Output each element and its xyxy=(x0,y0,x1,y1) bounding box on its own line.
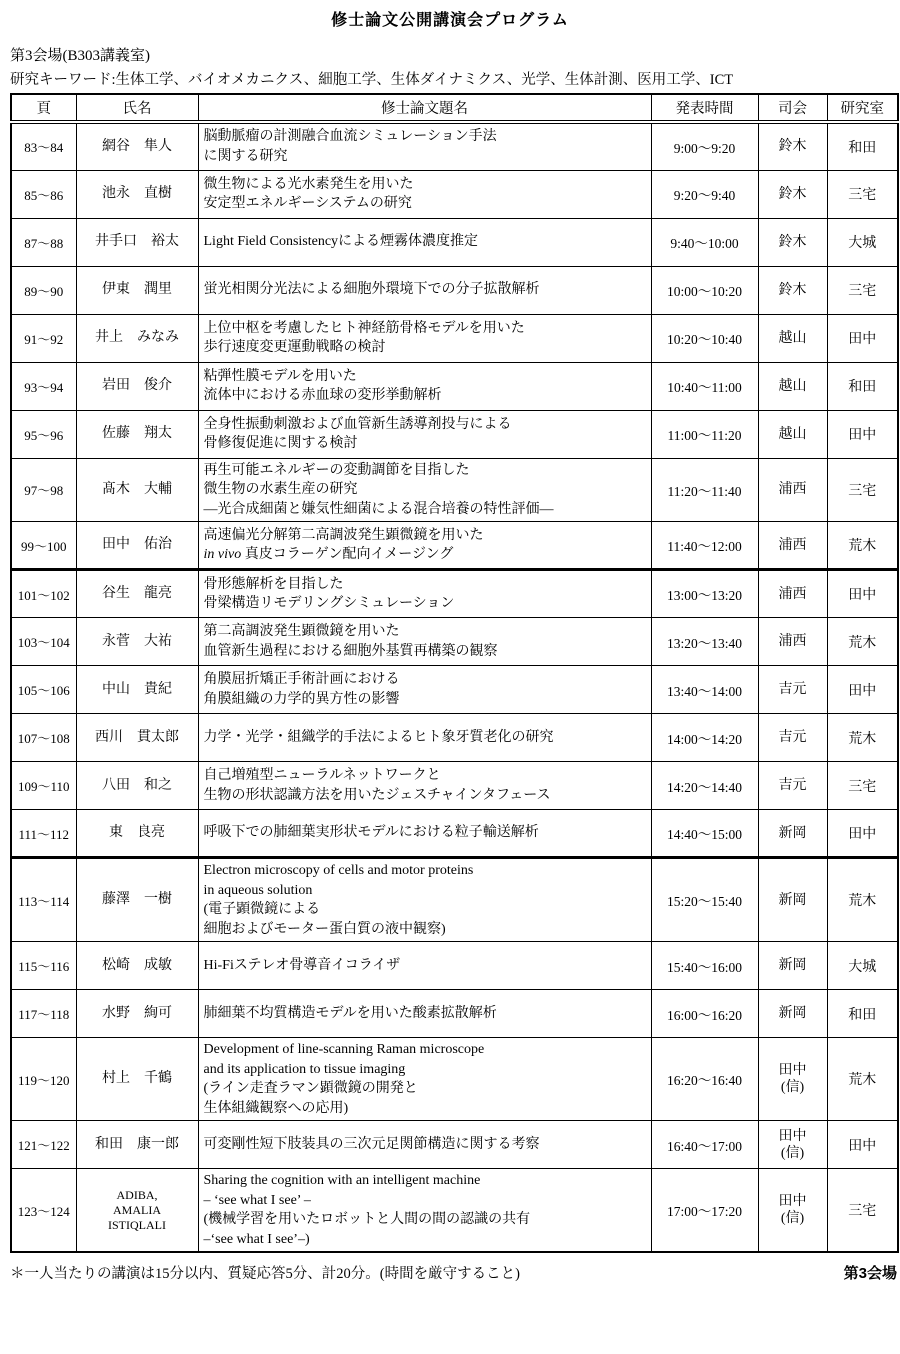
thesis-title-segment: Electron microscopy of cells and motor proteins xyxy=(203,863,474,878)
presentation-time-cell: 15:40〜16:00 xyxy=(651,942,758,990)
thesis-title-segment: Hi-Fiステレオ骨導音イコライザ xyxy=(203,957,401,973)
chair-line: 新岡 xyxy=(778,825,807,841)
pages-cell: 83〜84 xyxy=(11,122,76,170)
thesis-title-segment: 角膜組織の力学的異方性の影響 xyxy=(203,691,400,707)
thesis-title-cell xyxy=(198,666,651,714)
presenter-name-cell xyxy=(76,122,198,170)
thesis-title-segment: 歩行速度変更運動戦略の検討 xyxy=(203,340,386,355)
lab-cell: 三宅 xyxy=(827,266,898,314)
lab-cell: 田中 xyxy=(827,570,898,618)
presenter-name-line: 藤澤 一樹 xyxy=(102,892,172,907)
pages-cell: 109〜110 xyxy=(11,762,76,810)
presenter-name-line: 井手口 裕太 xyxy=(95,234,179,249)
presenter-name-cell xyxy=(76,362,198,410)
thesis-title-line xyxy=(204,1004,646,1024)
presentation-time-cell: 14:40〜15:00 xyxy=(651,810,758,858)
pages-cell: 99〜100 xyxy=(11,522,76,570)
header-cell-lab: 研究室 xyxy=(827,94,898,122)
presenter-name-cell xyxy=(76,762,198,810)
pages-cell: 101〜102 xyxy=(11,570,76,618)
table-row xyxy=(11,942,898,990)
chair-line: 田中 xyxy=(778,1063,807,1078)
thesis-title-line xyxy=(204,280,646,300)
chair-cell xyxy=(758,810,827,858)
thesis-title-line xyxy=(204,386,646,406)
chair-line: 吉元 xyxy=(778,778,807,793)
thesis-title-line xyxy=(204,500,646,520)
chair-cell xyxy=(758,714,827,762)
thesis-title-segment: 骨修復促進に関する検討 xyxy=(203,436,358,451)
presentation-time-cell: 11:00〜11:20 xyxy=(651,410,758,458)
chair-line: (信) xyxy=(780,1211,805,1226)
thesis-title-segment: –‘see what I see’–) xyxy=(203,1231,310,1247)
presentation-time-cell: 15:20〜15:40 xyxy=(651,858,758,942)
thesis-title-cell xyxy=(198,1038,651,1121)
header-cell-pages: 頁 xyxy=(11,94,76,122)
presentation-time-cell: 13:00〜13:20 xyxy=(651,570,758,618)
keywords-label: 研究キーワード:生体工学、バイオメカニクス、細胞工学、生体ダイナミクス、光学、生体計測、医用工学、ICT xyxy=(10,72,734,88)
presenter-name-line: 伊東 潤里 xyxy=(102,282,172,297)
presentation-time-cell: 14:20〜14:40 xyxy=(651,762,758,810)
chair-line: 浦西 xyxy=(778,537,807,553)
thesis-title-cell xyxy=(198,170,651,218)
presenter-name-cell xyxy=(76,990,198,1038)
presenter-name-cell xyxy=(76,618,198,666)
header-cell-name: 氏名 xyxy=(76,94,198,122)
thesis-title-segment: 生体組織観察への応用) xyxy=(203,1100,349,1116)
presenter-name-cell xyxy=(76,314,198,362)
thesis-title-line xyxy=(204,545,646,565)
chair-line: 越山 xyxy=(778,330,807,346)
pages-cell: 95〜96 xyxy=(11,410,76,458)
pages-cell: 85〜86 xyxy=(11,170,76,218)
thesis-title-segment: 力学・光学・組織学的手法によるヒト象牙質老化の研究 xyxy=(203,729,554,745)
table-row xyxy=(11,1038,898,1121)
presenter-name-line: ISTIQLALI xyxy=(108,1217,166,1232)
thesis-title-line xyxy=(204,670,646,690)
lab-cell: 荒木 xyxy=(827,858,898,942)
lab-cell: 和田 xyxy=(827,990,898,1038)
thesis-title-segment: and its application to tissue imaging xyxy=(203,1061,406,1077)
table-row xyxy=(11,618,898,666)
thesis-title-line xyxy=(204,461,646,481)
presenter-name-cell xyxy=(76,218,198,266)
thesis-title-line xyxy=(204,1230,646,1250)
table-row xyxy=(11,666,898,714)
chair-cell xyxy=(758,122,827,170)
presentation-time-cell: 10:40〜11:00 xyxy=(651,362,758,410)
thesis-title-cell xyxy=(198,942,651,990)
thesis-title-cell xyxy=(198,314,651,362)
presenter-name-line: 八田 和之 xyxy=(102,777,172,793)
thesis-title-segment: (機械学習を用いたロボットと人間の間の認識の共有 xyxy=(203,1212,531,1227)
presenter-name-line: 田中 佑治 xyxy=(102,537,172,552)
pages-cell: 111〜112 xyxy=(11,810,76,858)
pages-cell: 115〜116 xyxy=(11,942,76,990)
thesis-title-segment: 安定型エネルギーシステムの研究 xyxy=(203,196,412,211)
thesis-title-line xyxy=(204,920,646,940)
chair-line: 田中 xyxy=(778,1194,807,1209)
thesis-title-line xyxy=(204,319,646,339)
presenter-name-line: 永菅 大祐 xyxy=(102,633,172,649)
presenter-name-line: 佐藤 翔太 xyxy=(102,426,172,441)
pages-cell: 89〜90 xyxy=(11,266,76,314)
lab-cell: 大城 xyxy=(827,942,898,990)
chair-cell xyxy=(758,858,827,942)
presenter-name-line: 村上 千鶴 xyxy=(102,1071,172,1086)
table-row xyxy=(11,990,898,1038)
chair-line: 吉元 xyxy=(778,682,807,697)
table-row xyxy=(11,1169,898,1253)
chair-cell xyxy=(758,522,827,570)
thesis-title-segment: 角膜屈折矯正手術計画における xyxy=(203,672,400,687)
thesis-title-line xyxy=(204,434,646,454)
thesis-title-segment: 上位中枢を考慮したヒト神経筋骨格モデルを用いた xyxy=(203,320,525,336)
pages-cell: 119〜120 xyxy=(11,1038,76,1121)
thesis-title-cell xyxy=(198,858,651,942)
chair-line: 浦西 xyxy=(778,482,807,498)
presenter-name-line: 網谷 隼人 xyxy=(102,138,172,154)
lab-cell: 三宅 xyxy=(827,1169,898,1253)
thesis-title-line xyxy=(204,415,646,435)
presentation-time-cell: 17:00〜17:20 xyxy=(651,1169,758,1253)
presentation-time-cell: 16:40〜17:00 xyxy=(651,1121,758,1169)
presenter-name-line: 東 良亮 xyxy=(109,825,165,840)
presentation-time-cell: 9:40〜10:00 xyxy=(651,218,758,266)
chair-cell xyxy=(758,218,827,266)
presenter-name-cell xyxy=(76,1121,198,1169)
table-row xyxy=(11,218,898,266)
lab-cell: 荒木 xyxy=(827,522,898,570)
chair-cell xyxy=(758,990,827,1038)
presenter-name-line: 水野 絢可 xyxy=(102,1005,172,1021)
chair-cell xyxy=(758,266,827,314)
table-row xyxy=(11,858,898,942)
lab-cell: 田中 xyxy=(827,314,898,362)
thesis-title-line xyxy=(204,823,646,843)
lab-cell: 荒木 xyxy=(827,1038,898,1121)
thesis-title-segment: – ‘see what I see’ – xyxy=(203,1192,311,1208)
page-title: 修士論文公開講演会プログラム xyxy=(331,12,569,29)
pages-cell: 87〜88 xyxy=(11,218,76,266)
thesis-title-line xyxy=(204,338,646,358)
footer-venue-label: 第3会場 xyxy=(843,1265,897,1282)
chair-line: 浦西 xyxy=(778,634,807,649)
thesis-title-line xyxy=(204,1099,646,1119)
chair-cell xyxy=(758,458,827,522)
presenter-name-line: 和田 康一郎 xyxy=(95,1136,179,1152)
table-header-row xyxy=(11,94,898,122)
presenter-name-cell xyxy=(76,570,198,618)
thesis-title-cell xyxy=(198,522,651,570)
pages-cell: 107〜108 xyxy=(11,714,76,762)
thesis-title-segment: 高速偏光分解第二高調波発生顕微鏡を用いた xyxy=(203,527,484,543)
thesis-title-cell xyxy=(198,618,651,666)
thesis-title-cell xyxy=(198,990,651,1038)
lab-cell: 大城 xyxy=(827,218,898,266)
chair-line: 田中 xyxy=(778,1128,807,1144)
header-cell-chair: 司会 xyxy=(758,94,827,122)
thesis-title-line xyxy=(204,1060,646,1080)
table-row xyxy=(11,570,898,618)
presenter-name-cell xyxy=(76,170,198,218)
thesis-title-line xyxy=(204,861,646,881)
chair-line: (信) xyxy=(780,1145,805,1161)
lab-cell: 田中 xyxy=(827,666,898,714)
thesis-title-line xyxy=(204,642,646,662)
thesis-title-line xyxy=(204,728,646,748)
presentation-time-cell: 11:40〜12:00 xyxy=(651,522,758,570)
table-row xyxy=(11,810,898,858)
presentation-time-cell: 11:20〜11:40 xyxy=(651,458,758,522)
header-cell-title: 修士論文題名 xyxy=(198,94,651,122)
thesis-title-line xyxy=(204,1171,646,1191)
presenter-name-cell xyxy=(76,666,198,714)
lab-cell: 三宅 xyxy=(827,170,898,218)
chair-line: 鈴木 xyxy=(778,186,807,202)
thesis-title-segment: (ライン走査ラマン顕微鏡の開発と xyxy=(203,1081,418,1096)
presenter-name-line: 井上 みなみ xyxy=(95,330,179,345)
chair-cell xyxy=(758,170,827,218)
presentation-time-cell: 13:20〜13:40 xyxy=(651,618,758,666)
chair-cell xyxy=(758,1038,827,1121)
pages-cell: 93〜94 xyxy=(11,362,76,410)
chair-cell xyxy=(758,1121,827,1169)
thesis-title-cell xyxy=(198,122,651,170)
thesis-title-segment: in vivo xyxy=(203,547,245,562)
program-table xyxy=(10,93,899,1253)
thesis-title-line xyxy=(204,1191,646,1211)
chair-cell xyxy=(758,362,827,410)
chair-cell xyxy=(758,666,827,714)
presenter-name-cell xyxy=(76,1038,198,1121)
table-row xyxy=(11,762,898,810)
thesis-title-segment: に関する研究 xyxy=(203,148,288,164)
chair-line: 越山 xyxy=(778,378,807,394)
pages-cell: 103〜104 xyxy=(11,618,76,666)
thesis-title-segment: (電子顕微鏡による xyxy=(203,902,321,917)
presenter-name-cell xyxy=(76,458,198,522)
lab-cell: 田中 xyxy=(827,810,898,858)
presentation-time-cell: 10:20〜10:40 xyxy=(651,314,758,362)
thesis-title-cell xyxy=(198,714,651,762)
chair-line: 新岡 xyxy=(778,958,807,973)
thesis-title-line xyxy=(204,766,646,786)
chair-cell xyxy=(758,1169,827,1253)
lab-cell: 荒木 xyxy=(827,714,898,762)
presenter-name-line: 池永 直樹 xyxy=(102,186,172,201)
presenter-name-cell xyxy=(76,714,198,762)
thesis-title-segment: 生物の形状認識方法を用いたジェスチャインタフェース xyxy=(203,787,551,803)
thesis-title-line xyxy=(204,127,646,147)
thesis-title-segment: 微生物の水素生産の研究 xyxy=(203,482,358,497)
presenter-name-line: ADIBA, xyxy=(116,1187,158,1202)
lab-cell: 三宅 xyxy=(827,458,898,522)
thesis-title-line xyxy=(204,194,646,214)
table-row xyxy=(11,362,898,410)
presenter-name-cell xyxy=(76,858,198,942)
thesis-title-segment: 肺細葉不均質構造モデルを用いた酸素拡散解析 xyxy=(203,1005,497,1021)
thesis-title-line xyxy=(204,1135,646,1155)
thesis-title-cell xyxy=(198,1121,651,1169)
thesis-title-segment: 血管新生過程における細胞外基質再構築の観察 xyxy=(203,643,498,659)
thesis-title-line xyxy=(204,526,646,546)
thesis-title-line xyxy=(204,367,646,387)
thesis-title-segment: ―光合成細菌と嫌気性細菌による混合培養の特性評価― xyxy=(203,501,554,517)
lab-cell: 田中 xyxy=(827,1121,898,1169)
thesis-title-line xyxy=(204,1040,646,1060)
thesis-title-line xyxy=(204,175,646,195)
presenter-name-cell xyxy=(76,522,198,570)
presenter-name-line: 松崎 成敏 xyxy=(102,957,172,973)
pages-cell: 113〜114 xyxy=(11,858,76,942)
table-row xyxy=(11,170,898,218)
thesis-title-line xyxy=(204,1079,646,1099)
presenter-name-line: 西川 貫太郎 xyxy=(95,729,179,745)
table-row xyxy=(11,410,898,458)
thesis-title-segment: 粘弾性膜モデルを用いた xyxy=(203,368,357,384)
table-body xyxy=(11,122,898,1252)
thesis-title-line xyxy=(204,1210,646,1230)
thesis-title-segment: 骨形態解析を目指した xyxy=(203,576,344,592)
presenter-name-line: AMALIA xyxy=(113,1202,161,1217)
presenter-name-line: 岩田 俊介 xyxy=(102,378,172,393)
thesis-title-line xyxy=(204,575,646,595)
chair-line: 新岡 xyxy=(778,892,807,908)
thesis-title-line xyxy=(204,956,646,976)
presenter-name-cell xyxy=(76,810,198,858)
chair-line: 鈴木 xyxy=(778,139,807,155)
header-cell-time: 発表時間 xyxy=(651,94,758,122)
thesis-title-segment: in aqueous solution xyxy=(203,882,313,898)
thesis-title-line xyxy=(204,900,646,920)
presenter-name-cell xyxy=(76,266,198,314)
pages-cell: 105〜106 xyxy=(11,666,76,714)
thesis-title-segment: Light Field Consistencyによる煙霧体濃度推定 xyxy=(203,234,479,250)
thesis-title-segment: 細胞およびモーター蛋白質の液中観察) xyxy=(203,921,446,937)
chair-cell xyxy=(758,942,827,990)
presenter-name-line: 中山 貴紀 xyxy=(102,681,172,697)
thesis-title-line xyxy=(204,690,646,710)
table-row xyxy=(11,458,898,522)
thesis-title-segment: 脳動脈瘤の計測融合血流シミュレーション手法 xyxy=(203,129,497,145)
thesis-title-segment: 第二高調波発生顕微鏡を用いた xyxy=(203,624,400,639)
table-row xyxy=(11,266,898,314)
thesis-title-cell xyxy=(198,762,651,810)
thesis-title-line xyxy=(204,786,646,806)
lab-cell: 和田 xyxy=(827,362,898,410)
thesis-title-segment: Development of line-scanning Raman microscope xyxy=(203,1042,485,1057)
chair-line: 鈴木 xyxy=(778,234,807,250)
chair-line: 浦西 xyxy=(778,586,807,602)
chair-cell xyxy=(758,570,827,618)
table-row xyxy=(11,522,898,570)
presenter-name-cell xyxy=(76,410,198,458)
table-row xyxy=(11,1121,898,1169)
thesis-title-cell xyxy=(198,362,651,410)
chair-line: 新岡 xyxy=(778,1006,807,1021)
chair-cell xyxy=(758,618,827,666)
lab-cell: 三宅 xyxy=(827,762,898,810)
thesis-title-segment: 再生可能エネルギーの変動調節を目指した xyxy=(203,462,470,478)
chair-line: 吉元 xyxy=(778,730,807,745)
thesis-title-segment: 流体中における赤血球の変形挙動解析 xyxy=(203,388,442,403)
chair-line: 越山 xyxy=(778,426,807,442)
thesis-title-cell xyxy=(198,218,651,266)
table-row xyxy=(11,122,898,170)
pages-cell: 91〜92 xyxy=(11,314,76,362)
chair-cell xyxy=(758,314,827,362)
presentation-time-cell: 10:00〜10:20 xyxy=(651,266,758,314)
pages-cell: 97〜98 xyxy=(11,458,76,522)
presenter-name-cell xyxy=(76,942,198,990)
lab-cell: 田中 xyxy=(827,410,898,458)
presentation-time-cell: 9:00〜9:20 xyxy=(651,122,758,170)
thesis-title-line xyxy=(204,881,646,901)
presentation-time-cell: 9:20〜9:40 xyxy=(651,170,758,218)
venue-label: 第3会場(B303講義室) xyxy=(10,48,150,64)
thesis-title-cell xyxy=(198,410,651,458)
thesis-title-line xyxy=(204,622,646,642)
pages-cell: 121〜122 xyxy=(11,1121,76,1169)
thesis-title-cell xyxy=(198,266,651,314)
thesis-title-line xyxy=(204,480,646,500)
thesis-title-segment: 骨梁構造リモデリングシミュレーション xyxy=(203,596,455,611)
thesis-title-segment: 微生物による光水素発生を用いた xyxy=(203,176,414,192)
thesis-title-segment: 呼吸下での肺細葉実形状モデルにおける粒子輸送解析 xyxy=(203,825,539,841)
thesis-title-segment: 真皮コラーゲン配向イメージング xyxy=(244,547,454,562)
presenter-name-cell xyxy=(76,1169,198,1253)
thesis-title-segment: 自己増殖型ニューラルネットワークと xyxy=(203,768,441,783)
thesis-title-line xyxy=(204,232,646,252)
pages-cell: 123〜124 xyxy=(11,1169,76,1253)
thesis-title-segment: 全身性振動刺激および血管新生誘導剤投与による xyxy=(203,416,512,432)
table-row xyxy=(11,714,898,762)
presentation-time-cell: 16:20〜16:40 xyxy=(651,1038,758,1121)
table-row xyxy=(11,314,898,362)
chair-cell xyxy=(758,410,827,458)
thesis-title-cell xyxy=(198,458,651,522)
lab-cell: 荒木 xyxy=(827,618,898,666)
presentation-time-cell: 16:00〜16:20 xyxy=(651,990,758,1038)
thesis-title-cell xyxy=(198,1169,651,1253)
thesis-title-cell xyxy=(198,810,651,858)
pages-cell: 117〜118 xyxy=(11,990,76,1038)
lab-cell: 和田 xyxy=(827,122,898,170)
thesis-title-line xyxy=(204,147,646,167)
chair-cell xyxy=(758,762,827,810)
chair-line: (信) xyxy=(780,1080,805,1095)
presenter-name-line: 谷生 龍亮 xyxy=(102,586,172,601)
presentation-time-cell: 13:40〜14:00 xyxy=(651,666,758,714)
presentation-time-cell: 14:00〜14:20 xyxy=(651,714,758,762)
thesis-title-line xyxy=(204,594,646,614)
thesis-title-segment: 可変剛性短下肢装具の三次元足関節構造に関する考察 xyxy=(203,1136,540,1152)
thesis-title-segment: Sharing the cognition with an intelligent machine xyxy=(203,1173,481,1188)
presenter-name-line: 髙木 大輔 xyxy=(102,481,172,497)
chair-line: 鈴木 xyxy=(778,282,807,298)
footnote: ＊一人当たりの講演は15分以内、質疑応答5分、計20分。(時間を厳守すること) xyxy=(10,1266,520,1282)
thesis-title-segment: 蛍光相関分光法による細胞外環境下での分子拡散解析 xyxy=(203,282,540,298)
thesis-title-cell xyxy=(198,570,651,618)
